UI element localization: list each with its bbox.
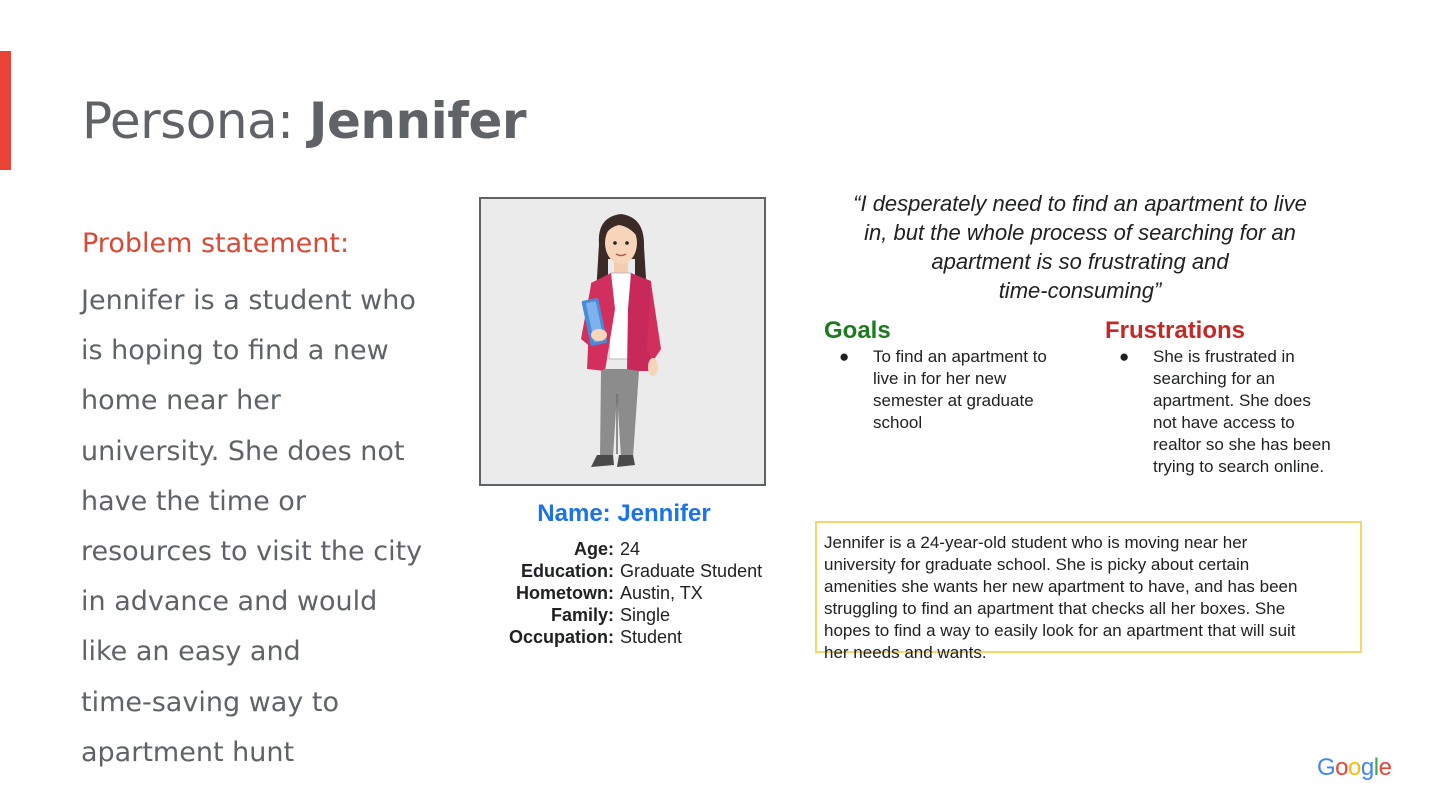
- problem-line: apartment hunt: [81, 736, 295, 768]
- detail-key: Hometown:: [516, 583, 614, 603]
- frustration-line: not have access to: [1153, 413, 1295, 432]
- frustration-line: trying to search online.: [1153, 457, 1325, 476]
- problem-statement-label: Problem statement:: [82, 228, 350, 259]
- detail-key: Age:: [574, 539, 614, 559]
- detail-key: Family:: [550, 605, 614, 625]
- detail-key: Education:: [521, 561, 614, 581]
- problem-line: in advance and would: [81, 586, 378, 618]
- frustration-item: [1105, 346, 1375, 478]
- title-prefix: Persona:: [82, 92, 294, 150]
- frustration-line: realtor so she has been: [1153, 435, 1331, 454]
- detail-value: Austin, TX: [620, 583, 703, 603]
- persona-details: [479, 538, 779, 648]
- logo-letter: g: [1360, 754, 1374, 781]
- bio-line: university for graduate school. She is picky about certain: [824, 555, 1250, 574]
- quote-line: time-consuming”: [998, 278, 1162, 303]
- bio-line: amenities she wants her new apartment to have, and has been: [824, 577, 1298, 596]
- frustration-line: apartment. She does: [1153, 391, 1311, 410]
- bio-line: hopes to find a way to easily look for an apartment that will suit: [824, 621, 1296, 640]
- frustration-line: searching for an: [1153, 369, 1275, 388]
- problem-line: Jennifer is a student who: [81, 285, 416, 316]
- woman-student-illustration-icon: [481, 199, 764, 484]
- detail-value: Student: [620, 627, 683, 647]
- problem-line: home near her: [81, 385, 281, 417]
- logo-letter: o: [1348, 754, 1361, 781]
- frustration-line: She is frustrated in: [1153, 347, 1295, 366]
- bio-line: Jennifer is a 24-year-old student who is moving near her: [824, 533, 1248, 552]
- problem-line: university. She does not: [81, 435, 405, 467]
- bio-line: struggling to find an apartment that checks all her boxes. She: [824, 599, 1286, 618]
- detail-value: Single: [620, 605, 671, 625]
- goals-list: [825, 346, 1085, 434]
- detail-key: Occupation:: [508, 627, 614, 647]
- detail-row-occupation: [479, 626, 779, 648]
- goal-line: live in for her new: [873, 369, 1007, 388]
- bio-text: [824, 532, 1364, 664]
- problem-line: resources to visit the city: [81, 536, 423, 568]
- detail-value: 24: [620, 539, 641, 559]
- bullet-icon: ●: [1119, 347, 1130, 366]
- frustrations-heading: Frustrations: [1105, 317, 1246, 344]
- frustrations-list: [1105, 346, 1375, 478]
- goal-line: semester at graduate: [873, 391, 1034, 410]
- detail-row-hometown: [479, 582, 779, 604]
- logo-letter: G: [1317, 754, 1336, 781]
- persona-name: Name: Jennifer: [537, 500, 711, 527]
- goal-line: school: [873, 413, 923, 432]
- goal-item: [825, 346, 1085, 434]
- problem-line: like an easy and: [81, 636, 301, 668]
- bullet-icon: ●: [839, 347, 850, 366]
- detail-value: Graduate Student: [620, 561, 763, 581]
- problem-line: have the time or: [81, 485, 306, 517]
- problem-statement-text: [81, 276, 441, 778]
- goal-line: To find an apartment to: [873, 347, 1047, 366]
- detail-row-education: [479, 560, 779, 582]
- persona-image: [479, 197, 766, 486]
- logo-letter: l: [1373, 754, 1379, 781]
- logo-letter: e: [1378, 754, 1392, 781]
- persona-quote: [815, 189, 1345, 305]
- quote-line: “I desperately need to find an apartment to live: [853, 191, 1307, 216]
- problem-line: is hoping to find a new: [81, 335, 389, 367]
- detail-row-family: [479, 604, 779, 626]
- google-logo: [1317, 754, 1391, 782]
- quote-line: apartment is so frustrating and: [931, 249, 1229, 274]
- accent-bar: [0, 51, 11, 170]
- title-name: Jennifer: [308, 92, 527, 150]
- detail-row-age: [479, 538, 779, 560]
- goals-heading: Goals: [824, 317, 891, 344]
- quote-line: in, but the whole process of searching for an: [864, 220, 1296, 245]
- bio-line: her needs and wants.: [824, 643, 987, 662]
- problem-line: time-saving way to: [81, 686, 339, 718]
- logo-letter: o: [1335, 754, 1349, 781]
- page-title: [82, 92, 526, 150]
